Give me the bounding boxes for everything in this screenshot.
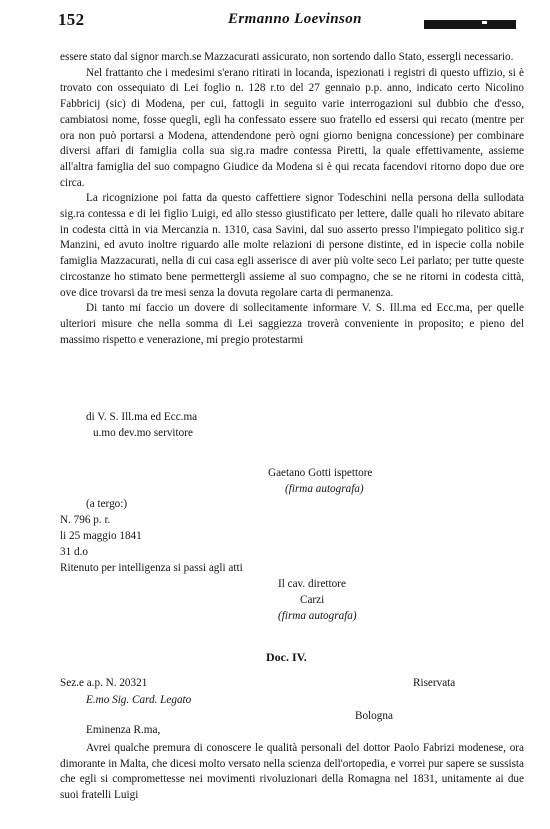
page-number: 152 bbox=[58, 10, 85, 29]
section-reference: Sez.e a.p. N. 20321 bbox=[60, 677, 148, 689]
closing-line-2: u.mo dev.mo servitore bbox=[93, 427, 193, 439]
verso-label: (a tergo:) bbox=[86, 498, 128, 510]
verso-number: N. 796 p. r. bbox=[60, 514, 111, 526]
document-heading: Doc. IV. bbox=[266, 650, 307, 664]
recipient-city: Bologna bbox=[355, 710, 393, 722]
verso-note: Ritenuto per intelligenza si passi agli atti bbox=[60, 562, 243, 574]
paragraph-3: La ricognizione poi fatta da questo caffettiere signor Todeschini nella persona della sullodata sig.ra contessa e di lei figlio Luigi, ed allo stesso giustificato per lettere, dalle quali ho rilevato abitare in codesta città in via Mercanzia n. 1310, casa Savini, dal suo asserto presso l'impiegato politico sig.r Manzini, ed avuto inoltre riguardo alle molte relazioni di persone distinte, ed in ispecie colla nobile famiglia Mazzacurati, nella di cui casa egli asserisce di aver più volte seco Lei parlato; per tutte queste circostanze ho stimato bene permettergli assieme al suo compagno, che se ne ritorni in codesta città, ove dice trovarsi da tre mesi senza la dovuta regolare carta di permanenza. bbox=[60, 192, 524, 299]
doc4-body bbox=[60, 741, 524, 804]
header-rule-bar bbox=[424, 20, 516, 29]
confidential-label: Riservata bbox=[413, 677, 456, 689]
paragraph-2: Nel frattanto che i medesimi s'erano ritirati in locanda, ispezionati i registri di questo uffizio, si è trovato con ossequiato di Lei foglio n. 128 r.to del 27 gennaio p.p. anno, indicato certo Nicolino Fabbricij (sic) di Modena, per cui, fattogli in seguito varie interrogazioni sul dubbio che d'esso, cambiatosi nome, fosse quegli, egli ha confessato essere suo fratello ed essersi qui recato (mentre per ora non può portarsi a Modena, attendendone però ogni giorno benigna concessione) per combinare diversi affari di famiglia colla sua sig.ra madre contessa Piretti, la quale effettivamente, assieme all'altra famiglia del suo compagno Giudice da Modena si è qui recata facendovi ritorno dopo due ore circa. bbox=[60, 66, 524, 189]
director-title: Il cav. direttore bbox=[278, 578, 346, 590]
paragraph-1: essere stato dal signor march.se Mazzacurati assicurato, non sortendo dallo Stato, essergli necessario. bbox=[60, 51, 514, 63]
letter-body bbox=[60, 50, 524, 348]
doc4-paragraph: Avrei qualche premura di conoscere le qualità personali del dottor Paolo Fabrizi modenese, ora dimorante in Malta, che dicesi molto versato nella scienza dell'ortopedia, e vorrei pur sapere se sussista che egli si compromettesse nei movimenti rivoluzionari della Romagna nel 1831, unitamente ai due suoi fratelli Luigi bbox=[60, 742, 524, 802]
running-header-author: Ermanno Loevinson bbox=[228, 11, 362, 27]
director-name: Carzi bbox=[300, 594, 325, 606]
verso-ref: 31 d.o bbox=[60, 546, 88, 558]
signature-autograph-note: (firma autografa) bbox=[285, 483, 364, 495]
recipient: E.mo Sig. Card. Legato bbox=[86, 694, 192, 706]
salutation: Eminenza R.ma, bbox=[86, 724, 161, 736]
verso-date: li 25 maggio 1841 bbox=[60, 530, 142, 542]
paragraph-4: Di tanto mi faccio un dovere di sollecitamente informare V. S. Ill.ma ed Ecc.ma, per quelle ulteriori misure che nella somma di Lei saggiezza troverà conveniente in proposito; e pieno del massimo rispetto e venerazione, mi pregio protestarmi bbox=[60, 302, 524, 346]
director-autograph-note: (firma autografa) bbox=[278, 610, 357, 622]
closing-line-1: di V. S. Ill.ma ed Ecc.ma bbox=[86, 411, 198, 423]
signature: Gaetano Gotti ispettore bbox=[268, 467, 373, 479]
